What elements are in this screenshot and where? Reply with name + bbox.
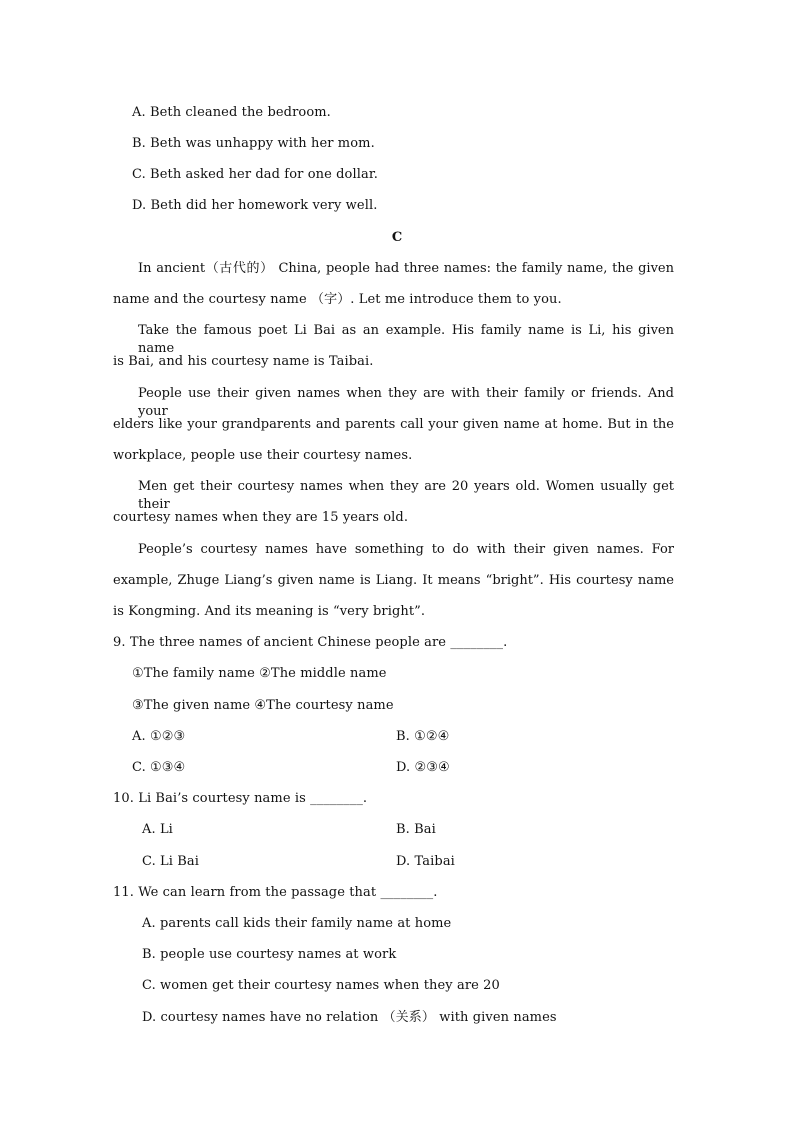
passage-line: example, Zhuge Liang’s given name is Liang. It means “bright”. His courtesy name (113, 573, 674, 588)
passage-line: Men get their courtesy names when they are 20 years old. Women usually get their (138, 479, 674, 512)
question-11-option-a: A. parents call kids their family name at home (142, 916, 452, 931)
question-11-option-c: C. women get their courtesy names when they are 20 (142, 978, 500, 993)
passage-line: workplace, people use their courtesy names. (113, 448, 413, 463)
passage-line: is Kongming. And its meaning is “very bright”. (113, 604, 426, 619)
question-11-option-b: B. people use courtesy names at work (142, 947, 397, 962)
passage-line: elders like your grandparents and parents call your given name at home. But in the (113, 417, 674, 432)
question-9-option-b: B. ①②④ (396, 729, 450, 744)
question-9-option-c: C. ①③④ (132, 760, 186, 775)
prev-option-a: A. Beth cleaned the bedroom. (132, 105, 331, 120)
question-10-option-c: C. Li Bai (142, 854, 200, 869)
passage-line: name and the courtesy name （字）. Let me introduce them to you. (113, 292, 562, 307)
prev-option-d: D. Beth did her homework very well. (132, 198, 378, 213)
question-10-option-b: B. Bai (396, 822, 436, 837)
passage-line: In ancient（古代的） China, people had three names: the family name, the given (138, 261, 674, 276)
section-heading: C (391, 230, 403, 245)
question-10-option-d: D. Taibai (396, 854, 455, 869)
passage-line: People’s courtesy names have something to do with their given names. For (138, 542, 674, 557)
prev-option-b: B. Beth was unhappy with her mom. (132, 136, 375, 151)
passage-line: courtesy names when they are 15 years old. (113, 510, 409, 525)
question-9-option-a: A. ①②③ (132, 729, 186, 744)
question-11-stem: 11. We can learn from the passage that ________. (113, 885, 438, 900)
question-9-items-line: ①The family name ②The middle name (132, 666, 387, 681)
question-10-stem: 10. Li Bai’s courtesy name is ________. (113, 791, 368, 806)
passage-line: People use their given names when they are with their family or friends. And your (138, 386, 674, 419)
question-9-stem: 9. The three names of ancient Chinese people are ________. (113, 635, 508, 650)
question-9-items-line: ③The given name ④The courtesy name (132, 698, 394, 713)
passage-line: Take the famous poet Li Bai as an example. His family name is Li, his given name (138, 323, 674, 356)
question-9-option-d: D. ②③④ (396, 760, 450, 775)
prev-option-c: C. Beth asked her dad for one dollar. (132, 167, 378, 182)
question-11-option-d: D. courtesy names have no relation （关系） with given names (142, 1010, 557, 1025)
passage-line: is Bai, and his courtesy name is Taibai. (113, 354, 374, 369)
question-10-option-a: A. Li (142, 822, 173, 837)
